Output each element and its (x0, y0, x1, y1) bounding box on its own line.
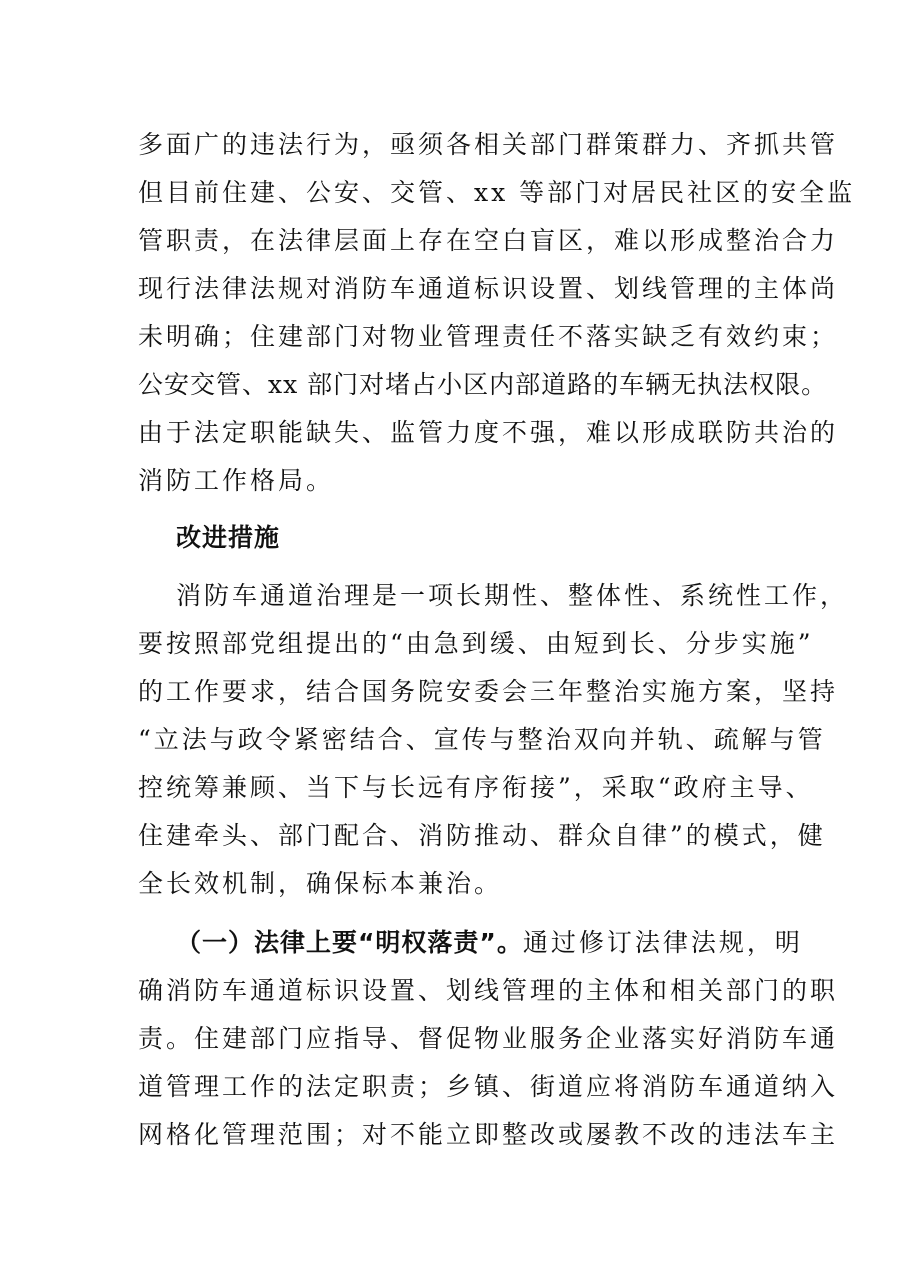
text-line: 消防车通道治理是一项长期性、整体性、系统性工作， (176, 581, 849, 610)
subsection-lead: （一）法律上要“明权落责”。 (176, 928, 523, 957)
text-line: 但目前住建、公安、交管、xx 等部门对居民社区的安全监 (138, 178, 856, 207)
text-run: 通过修订法律法规，明 (522, 928, 803, 957)
text-line: 住建牵头、部门配合、消防推动、群众自律”的模式，健 (138, 821, 826, 850)
text-line: 未明确；住建部门对物业管理责任不落实缺乏有效约束； (138, 322, 839, 351)
text-line: 责。住建部门应指导、督促物业服务企业落实好消防车通 (138, 1024, 839, 1053)
text-line: 道管理工作的法定职责；乡镇、街道应将消防车通道纳入 (138, 1072, 839, 1101)
text-line: 由于法定职能缺失、监管力度不强，难以形成联防共治的 (138, 418, 839, 447)
text-line: 控统筹兼顾、当下与长远有序衔接”，采取“政府主导、 (138, 773, 814, 802)
text-line: “立法与政令紧密结合、宣传与整治双向并轨、疏解与管 (138, 725, 826, 754)
text-line (176, 928, 803, 958)
text-line: 要按照部党组提出的“由急到缓、由短到长、分步实施” (138, 629, 814, 658)
text-line: 管职责，在法律层面上存在空白盲区，难以形成整治合力 (138, 226, 839, 255)
text-line: 现行法律法规对消防车通道标识设置、划线管理的主体尚 (138, 274, 839, 303)
text-line: 多面广的违法行为，亟须各相关部门群策群力、齐抓共管 (138, 130, 839, 159)
text-line: 确消防车通道标识设置、划线管理的主体和相关部门的职 (138, 976, 839, 1005)
text-line: 网格化管理范围；对不能立即整改或屡教不改的违法车主 (138, 1120, 839, 1149)
text-line: 公安交管、xx 部门对堵占小区内部道路的车辆无执法权限。 (138, 370, 828, 399)
text-line: 全长效机制，确保标本兼治。 (138, 869, 503, 898)
section-heading: 改进措施 (176, 523, 281, 552)
text-line: 的工作要求，结合国务院安委会三年整治实施方案，坚持 (138, 677, 839, 706)
text-line: 消防工作格局。 (138, 466, 335, 495)
